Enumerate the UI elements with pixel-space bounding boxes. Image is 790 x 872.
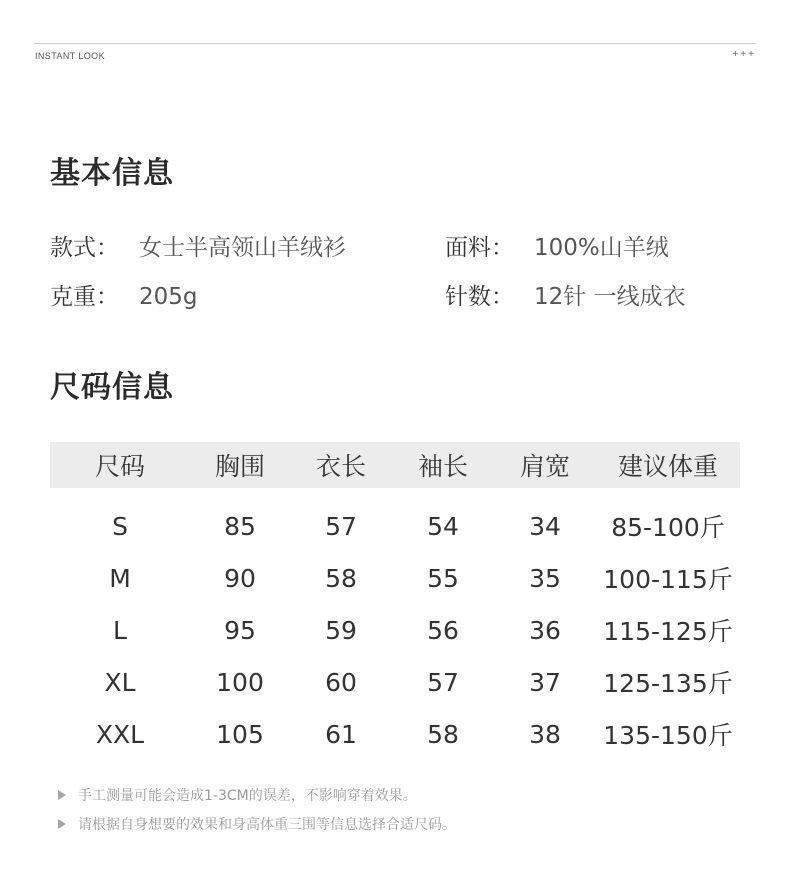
table-cell: 55 — [427, 563, 459, 593]
table-cell: 34 — [529, 511, 561, 541]
basic-info-title: 基本信息 — [50, 156, 174, 191]
table-cell: 58 — [427, 719, 459, 749]
weight-row — [50, 278, 198, 311]
header-cell-sleeve: 袖长 — [417, 452, 468, 481]
table-cell: 60 — [325, 667, 357, 697]
table-cell: 85 — [224, 511, 256, 541]
header-cell-shoulder: 肩宽 — [519, 452, 570, 481]
note-selection — [58, 814, 456, 834]
header-label: INSTANT LOOK — [35, 51, 105, 61]
style-row — [50, 229, 346, 262]
table-cell: 57 — [325, 511, 357, 541]
table-cell: XL — [104, 667, 136, 697]
size-table-body — [50, 500, 740, 760]
table-row — [50, 552, 740, 604]
table-cell: 90 — [224, 563, 256, 593]
table-cell: 100 — [216, 667, 264, 697]
gauge-value: 12针 一线成衣 — [534, 284, 686, 310]
table-cell: 105 — [216, 719, 264, 749]
table-cell: 37 — [529, 667, 561, 697]
style-label: 款式： — [50, 235, 119, 261]
table-cell: M — [109, 563, 131, 593]
table-cell: 58 — [325, 563, 357, 593]
table-cell: 85-100斤 — [611, 513, 725, 542]
table-cell: 35 — [529, 563, 561, 593]
table-row — [50, 708, 740, 760]
note-text: 手工测量可能会造成1-3CM的误差，不影响穿着效果。 — [78, 788, 417, 804]
table-cell: L — [113, 615, 127, 645]
weight-label: 克重： — [50, 284, 119, 310]
fabric-label: 面料： — [445, 235, 514, 261]
table-row — [50, 500, 740, 552]
header-cell-size: 尺码 — [94, 452, 145, 481]
table-cell: 61 — [325, 719, 357, 749]
header-cell-length: 衣长 — [315, 452, 366, 481]
note-measurement — [58, 785, 417, 805]
gauge-label: 针数： — [445, 284, 514, 310]
size-table — [50, 442, 740, 760]
header-mark: +++ — [732, 49, 756, 60]
fabric-value: 100%山羊绒 — [534, 235, 669, 261]
gauge-row — [445, 278, 686, 311]
table-cell: 115-125斤 — [603, 617, 733, 646]
table-cell: 38 — [529, 719, 561, 749]
fabric-row — [445, 229, 669, 262]
table-row — [50, 656, 740, 708]
header-cell-weight: 建议体重 — [617, 452, 718, 481]
table-row — [50, 604, 740, 656]
table-cell: 57 — [427, 667, 459, 697]
size-info-title: 尺码信息 — [50, 370, 174, 405]
table-cell: 125-135斤 — [603, 669, 733, 698]
table-cell: 54 — [427, 511, 459, 541]
table-cell: 59 — [325, 615, 357, 645]
table-cell: 95 — [224, 615, 256, 645]
table-cell: S — [112, 511, 128, 541]
header-cell-chest: 胸围 — [214, 452, 265, 481]
style-value: 女士半高领山羊绒衫 — [139, 235, 346, 261]
triangle-bullet-icon — [58, 790, 66, 800]
table-cell: 56 — [427, 615, 459, 645]
note-text: 请根据自身想要的效果和身高体重三围等信息选择合适尺码。 — [78, 817, 456, 833]
table-cell: 135-150斤 — [603, 721, 733, 750]
size-table-header — [50, 442, 740, 488]
triangle-bullet-icon — [58, 819, 66, 829]
table-cell: 100-115斤 — [603, 565, 733, 594]
weight-value: 205g — [139, 284, 198, 310]
table-cell: 36 — [529, 615, 561, 645]
table-cell: XXL — [95, 719, 145, 749]
top-divider — [34, 43, 756, 44]
